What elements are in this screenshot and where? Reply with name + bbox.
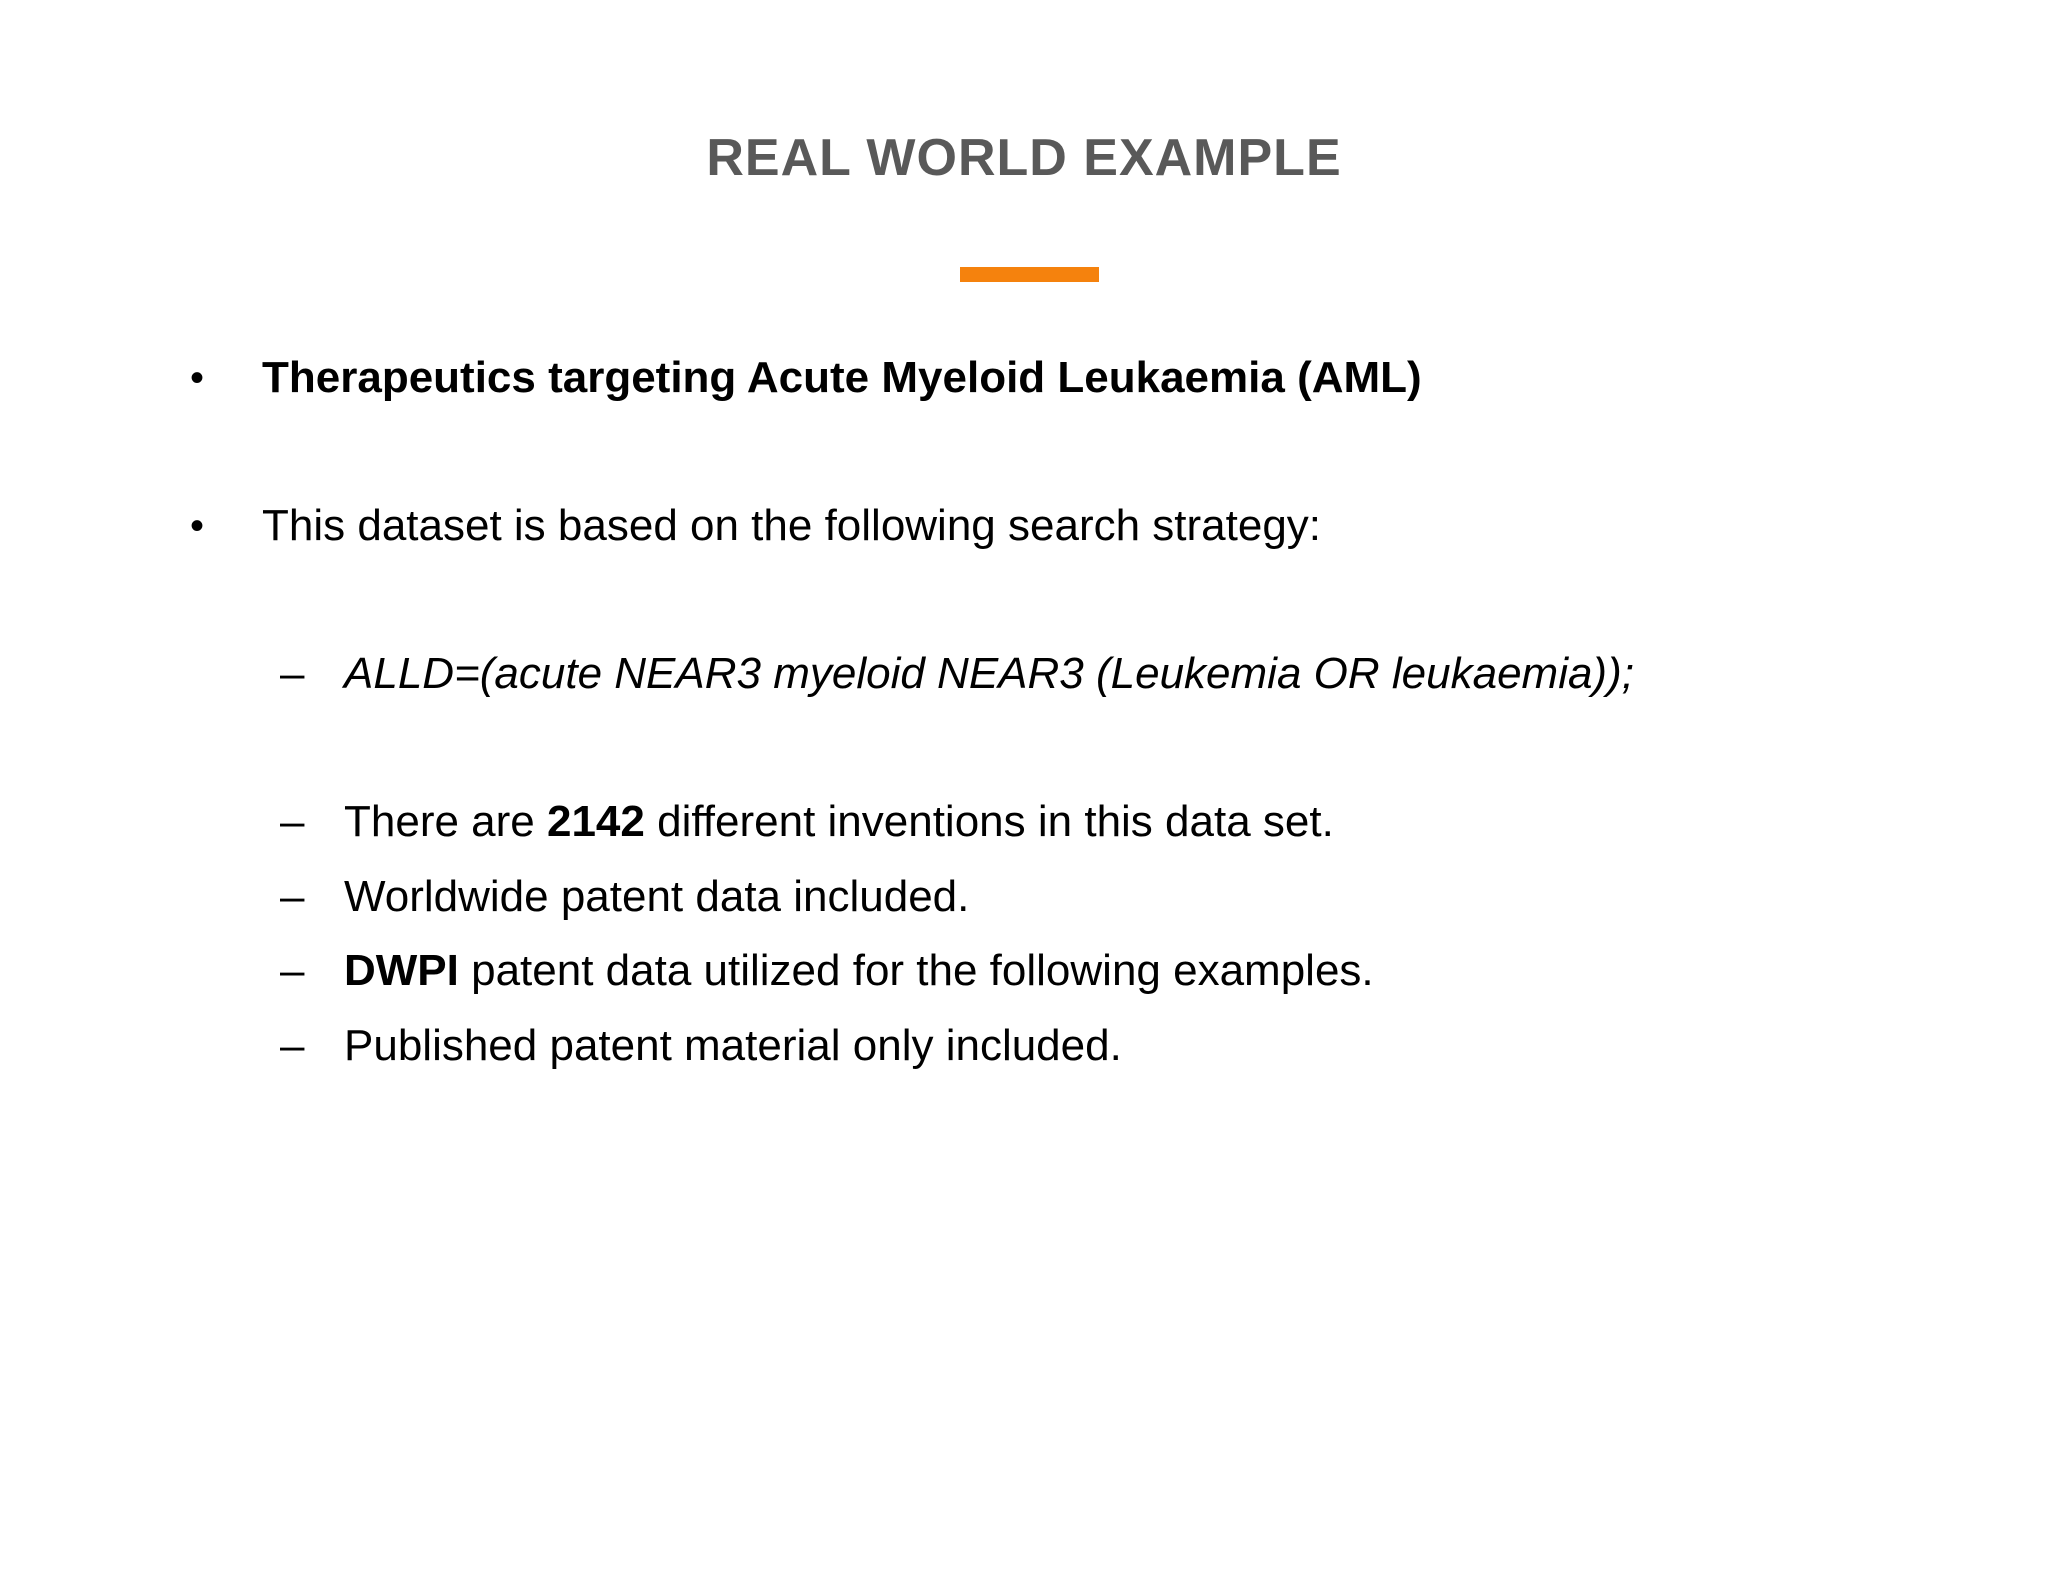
sub-item-prefix: There are — [344, 797, 547, 846]
bullet-icon: • — [190, 356, 205, 400]
sub-item-suffix: different inventions in this data set. — [644, 797, 1334, 846]
sub-item-text: Worldwide patent data included. — [344, 872, 970, 921]
dwpi-label: DWPI — [344, 946, 459, 995]
sub-item-text: Published patent material only included. — [344, 1021, 1122, 1070]
dash-icon: – — [280, 1021, 305, 1070]
dash-icon: – — [280, 872, 305, 921]
title-accent-bar — [960, 267, 1099, 282]
bullet-text: Therapeutics targeting Acute Myeloid Leukaemia (AML) — [262, 353, 1422, 402]
inventions-count: 2142 — [546, 797, 645, 846]
search-query-text: ALLD=(acute NEAR3 myeloid NEAR3 (Leukemia OR leukaemia)); — [344, 649, 1634, 698]
sub-item-text — [344, 945, 1374, 997]
bullet-text: This dataset is based on the following search strategy: — [262, 501, 1322, 550]
slide-title: REAL WORLD EXAMPLE — [706, 129, 1342, 187]
dash-icon: – — [280, 649, 305, 698]
dash-icon: – — [280, 797, 305, 846]
sub-item-text — [344, 796, 1334, 848]
bullet-icon: • — [190, 504, 205, 548]
dash-icon: – — [280, 946, 305, 995]
sub-item-suffix: patent data utilized for the following examples. — [458, 946, 1374, 995]
